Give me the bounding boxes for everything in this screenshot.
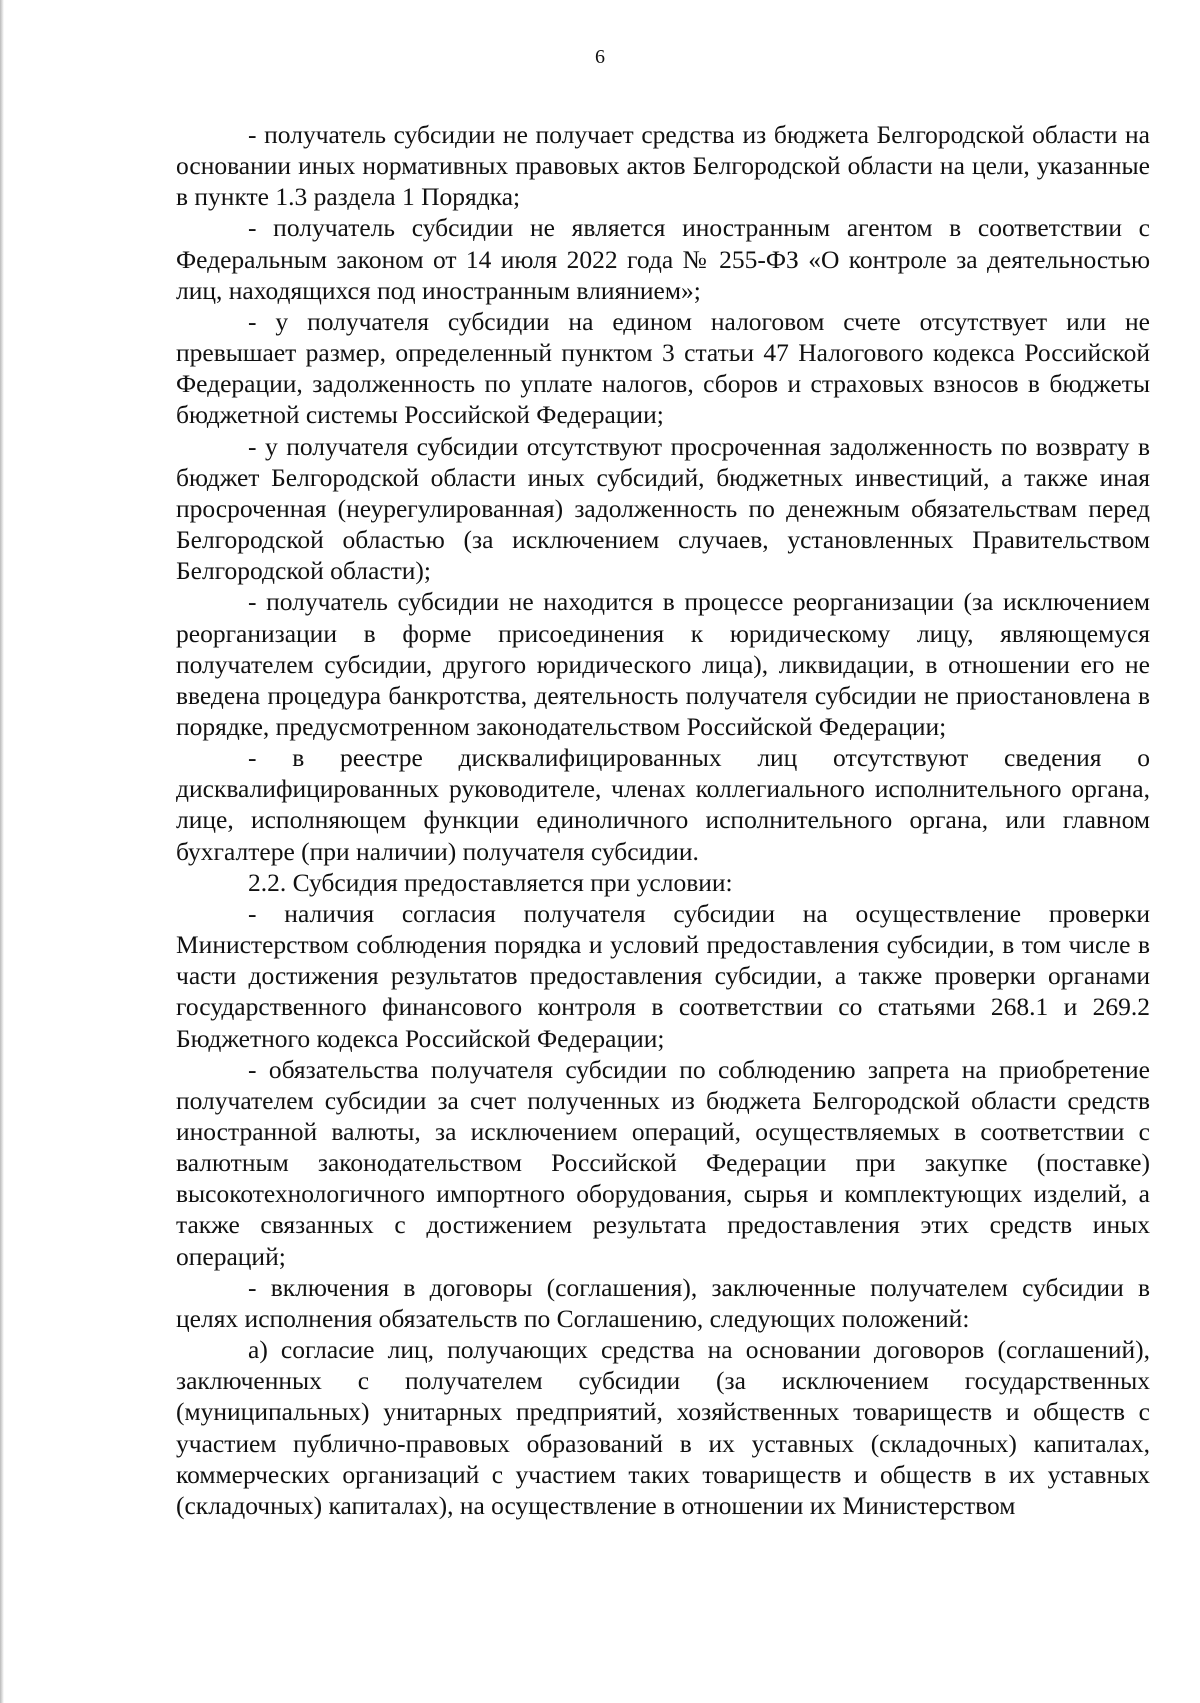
paragraph-no-overdue-debt: - у получателя субсидии отсутствуют просроченная задолженность по возврату в бюджет Белгородской области иных субсидий, бюджетных инвестиций, а также иная просроченная (неурегулированная) задолженность по денежным обязательствам перед Белгородской областью (за исключением случаев, установленных Правительством Белгородской области); [176,431,1150,586]
paragraph-not-foreign-agent: - получатель субсидии не является иностранным агентом в соответствии с Федеральным законом от 14 июля 2022 года № 255-ФЗ «О контроле за деятельностью лиц, находящихся под иностранным влиянием»; [176,213,1150,305]
paragraph-consent-to-audit: - наличия согласия получателя субсидии на осуществление проверки Министерством соблюдения порядка и условий предоставления субсидии, в том числе в части достижения результатов предоставления субсидии, а также проверки органами государственного финансового контроля в соответствии со статьями 268.1 и 269.2 Бюджетного кодекса Российской Федерации; [176,898,1150,1053]
paragraph-no-budget-funds: - получатель субсидии не получает средства из бюджета Белгородской области на основании иных нормативных правовых актов Белгородской области на цели, указанные в пункте 1.3 раздела 1 Порядка; [176,120,1150,212]
paragraph-item-a: а) согласие лиц, получающих средства на основании договоров (соглашений), заключенных с получателем субсидии (за исключением государственных (муниципальных) унитарных предприятий, хозяйственных товариществ и обществ с участием публично-правовых образований в их уставных (складочных) капиталах, коммерческих организаций с участием таких товариществ и обществ в их уставных (складочных) капиталах), на осуществление в отношении их Министерством [176,1335,1150,1520]
paragraph-contract-provisions: - включения в договоры (соглашения), заключенные получателем субсидии в целях исполнения обязательств по Соглашению, следующих положений: [176,1272,1150,1333]
paragraph-currency-prohibition: - обязательства получателя субсидии по соблюдению запрета на приобретение получателем субсидии за счет полученных из бюджета Белгородской области средств иностранной валюты, за исключением операций, осуществляемых в соответствии с валютным законодательством Российской Федерации при закупке (поставке) высокотехнологичного импортного оборудования, сырья и комплектующих изделий, а также связанных с достижением результата предоставления этих средств иных операций; [176,1054,1150,1271]
paragraph-no-tax-debt: - у получателя субсидии на едином налоговом счете отсутствует или не превышает размер, определенный пунктом 3 статьи 47 Налогового кодекса Российской Федерации, задолженность по уплате налогов, сборов и страховых взносов в бюджеты бюджетной системы Российской Федерации; [176,306,1150,430]
page-edge [0,0,4,1703]
paragraph-no-reorganization: - получатель субсидии не находится в процессе реорганизации (за исключением реорганизации в форме присоединения к юридическому лицу, являющемуся получателем субсидии, другого юридического лица), ликвидации, в отношении его не введена процедура банкротства, деятельность получателя субсидии не приостановлена в порядке, предусмотренном законодательством Российской Федерации; [176,587,1150,741]
document-body [176,119,1150,1521]
paragraph-section-2-2: 2.2. Субсидия предоставляется при условии: [248,867,733,897]
paragraph-disqualified-persons: - в реестре дисквалифицированных лиц отсутствуют сведения о дисквалифицированных руководителе, членах коллегиального исполнительного органа, лице, исполняющем функции единоличного исполнительного органа, или главном бухгалтере (при наличии) получателя субсидии. [176,743,1150,866]
page-number: 6 [595,46,605,68]
